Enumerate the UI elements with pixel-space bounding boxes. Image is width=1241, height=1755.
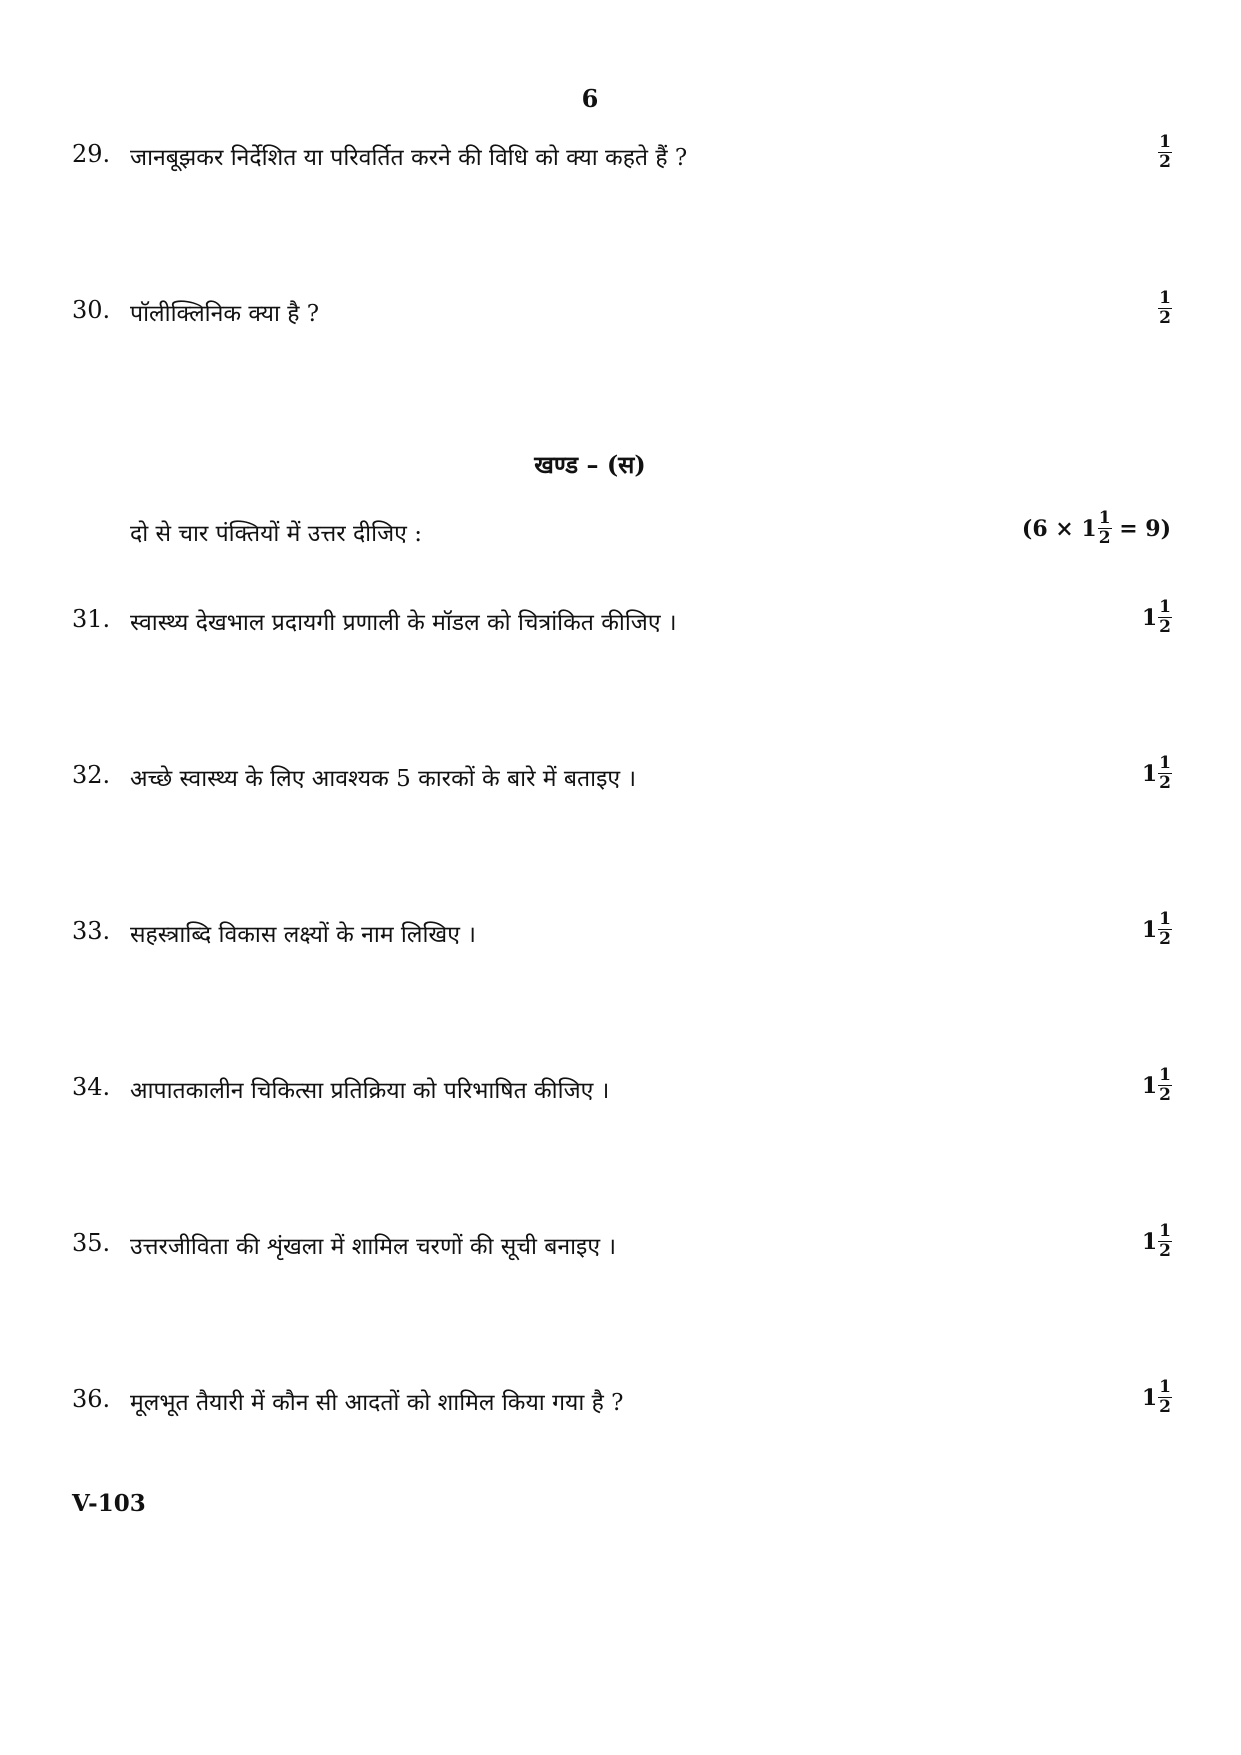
question-number: 35.	[72, 1229, 111, 1257]
fraction-denominator: 2	[1159, 929, 1171, 949]
marks-whole: 1	[1141, 604, 1158, 631]
fraction-denominator: 2	[1159, 773, 1171, 793]
question-marks	[1142, 1379, 1172, 1416]
marks-whole: 1	[1141, 1072, 1158, 1099]
fraction-numerator: 1	[1159, 753, 1171, 773]
fraction-numerator: 1	[1098, 508, 1111, 528]
formula-prefix: (6 × 1	[1021, 515, 1097, 542]
fraction-numerator: 1	[1159, 288, 1171, 308]
fraction-numerator: 1	[1159, 597, 1171, 617]
section-title: खण्ड – (स)	[534, 450, 646, 479]
question-number: 33.	[72, 917, 111, 945]
question-text: जानबूझकर निर्देशित या परिवर्तित करने की विधि को क्या कहते हैं ?	[130, 145, 688, 171]
question-marks	[1158, 290, 1172, 327]
question-marks	[1142, 599, 1172, 636]
marks-whole: 1	[1141, 1384, 1158, 1411]
question-marks	[1142, 755, 1172, 792]
question-32	[72, 753, 1172, 801]
fraction-denominator: 2	[1159, 1241, 1171, 1261]
fraction-numerator: 1	[1159, 909, 1171, 929]
question-number: 32.	[72, 761, 111, 789]
question-number: 29.	[72, 140, 111, 168]
marks-whole: 1	[1141, 1228, 1158, 1255]
question-35	[72, 1221, 1172, 1269]
question-marks	[1142, 911, 1172, 948]
marks-fraction	[1158, 1067, 1172, 1104]
marks-fraction	[1158, 1223, 1172, 1260]
question-30	[72, 288, 1172, 336]
fraction-numerator: 1	[1159, 132, 1171, 152]
question-marks	[1142, 1223, 1172, 1260]
question-31	[72, 597, 1172, 645]
fraction-denominator: 2	[1098, 528, 1111, 548]
question-marks	[1158, 134, 1172, 171]
question-36	[72, 1377, 1172, 1425]
formula-suffix: = 9)	[1111, 515, 1171, 542]
question-text: अच्छे स्वास्थ्य के लिए आवश्यक 5 कारकों के बारे में बताइए ।	[130, 766, 637, 792]
marks-whole: 1	[1141, 916, 1158, 943]
fraction-denominator: 2	[1159, 617, 1171, 637]
section-instruction: दो से चार पंक्तियों में उत्तर दीजिए :	[130, 521, 422, 547]
paper-code: V-103	[72, 1490, 146, 1517]
marks-fraction	[1158, 911, 1172, 948]
question-marks	[1142, 1067, 1172, 1104]
marks-fraction	[1158, 599, 1172, 636]
question-number: 31.	[72, 605, 111, 633]
question-34	[72, 1065, 1172, 1113]
question-text: आपातकालीन चिकित्सा प्रतिक्रिया को परिभाषित कीजिए ।	[130, 1078, 610, 1104]
fraction-numerator: 1	[1159, 1377, 1171, 1397]
question-text: उत्तरजीविता की शृंखला में शामिल चरणों की सूची बनाइए ।	[130, 1234, 617, 1260]
fraction-numerator: 1	[1159, 1221, 1171, 1241]
marks-fraction	[1158, 755, 1172, 792]
marks-fraction	[1158, 1379, 1172, 1416]
fraction-denominator: 2	[1159, 1397, 1171, 1417]
question-text: स्वास्थ्य देखभाल प्रदायगी प्रणाली के मॉडल को चित्रांकित कीजिए ।	[130, 610, 677, 636]
marks-whole: 1	[1141, 760, 1158, 787]
question-33	[72, 909, 1172, 957]
fraction-denominator: 2	[1159, 1085, 1171, 1105]
fraction-denominator: 2	[1159, 308, 1171, 328]
question-29	[72, 132, 1172, 180]
section-instruction-row	[130, 508, 1172, 556]
question-number: 30.	[72, 296, 111, 324]
fraction-denominator: 2	[1159, 152, 1171, 172]
marks-fraction	[1158, 134, 1172, 171]
section-marks-formula	[1022, 510, 1172, 547]
question-text: मूलभूत तैयारी में कौन सी आदतों को शामिल किया गया है ?	[130, 1390, 624, 1416]
page-number: 6	[581, 84, 599, 113]
formula-fraction	[1098, 510, 1112, 547]
question-number: 36.	[72, 1385, 111, 1413]
marks-fraction	[1158, 290, 1172, 327]
question-text: सहस्त्राब्दि विकास लक्ष्यों के नाम लिखिए ।	[130, 922, 476, 948]
question-text: पॉलीक्लिनिक क्या है ?	[130, 301, 320, 327]
fraction-numerator: 1	[1159, 1065, 1171, 1085]
question-number: 34.	[72, 1073, 111, 1101]
